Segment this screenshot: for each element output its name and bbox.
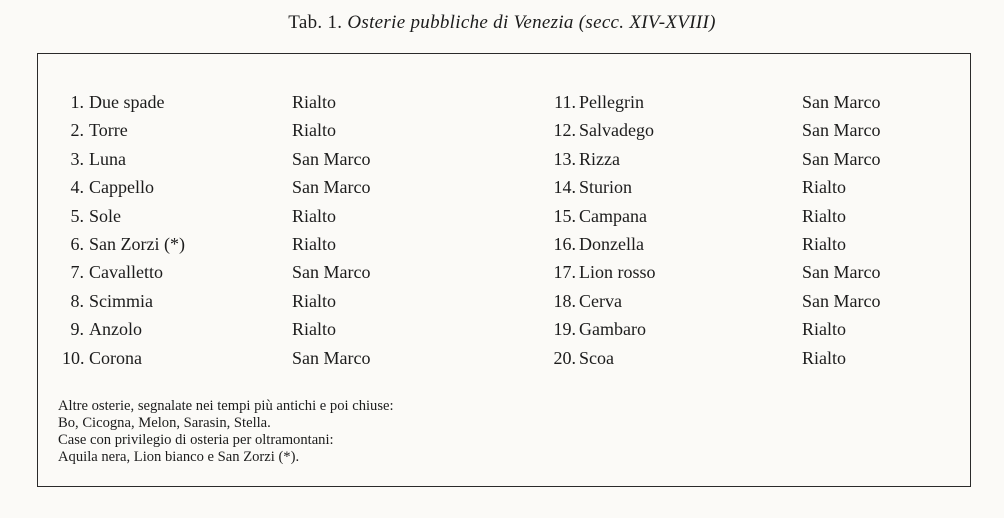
row-number: 2. xyxy=(70,120,84,141)
table-notes xyxy=(58,398,394,466)
note-line: Bo, Cicogna, Melon, Sarasin, Stella. xyxy=(58,415,271,431)
row-number: 14. xyxy=(553,177,576,198)
row-number: 18. xyxy=(553,290,576,311)
osteria-location: Rialto xyxy=(802,233,846,254)
row-number: 11. xyxy=(554,92,576,112)
osteria-name: Campana xyxy=(579,205,647,226)
osteria-location: Rialto xyxy=(802,177,846,198)
row-number: 13. xyxy=(553,148,576,169)
row-number: 1. xyxy=(70,92,84,112)
osteria-name: San Zorzi (*) xyxy=(89,233,185,254)
row-number: 3. xyxy=(70,148,84,169)
osteria-location: San Marco xyxy=(802,290,881,311)
row-number: 15. xyxy=(553,205,576,226)
note-line: Aquila nera, Lion bianco e San Zorzi (*). xyxy=(58,449,300,465)
row-number: 19. xyxy=(553,319,576,340)
osteria-location: Rialto xyxy=(802,319,846,340)
table-caption xyxy=(0,12,1004,34)
osteria-name: Scoa xyxy=(579,347,614,368)
row-number: 12. xyxy=(553,120,576,141)
osteria-location: San Marco xyxy=(802,92,881,112)
osteria-name: Due spade xyxy=(89,92,165,112)
row-number: 8. xyxy=(70,290,84,311)
note-line: Altre osterie, segnalate nei tempi più antichi e poi chiuse: xyxy=(58,398,394,414)
osteria-location: Rialto xyxy=(292,205,336,226)
osteria-name: Gambaro xyxy=(579,319,646,340)
row-number: 9. xyxy=(70,319,84,340)
osteria-name: Sturion xyxy=(579,177,633,198)
osteria-name: Salvadego xyxy=(579,120,654,141)
osteria-location: San Marco xyxy=(292,262,371,283)
osteria-name: Pellegrin xyxy=(579,92,644,112)
osteria-location: San Marco xyxy=(292,148,371,169)
osteria-location: Rialto xyxy=(292,319,336,340)
osteria-location: San Marco xyxy=(802,120,881,141)
osteria-location: Rialto xyxy=(292,233,336,254)
row-number: 17. xyxy=(553,262,576,283)
osteria-location: San Marco xyxy=(802,262,881,283)
osteria-name: Cappello xyxy=(89,177,154,198)
row-number: 4. xyxy=(70,177,84,198)
osteria-name: Luna xyxy=(89,148,126,169)
row-number: 5. xyxy=(70,205,84,226)
osteria-name: Cerva xyxy=(579,290,622,311)
row-number: 7. xyxy=(70,262,84,283)
osteria-name: Donzella xyxy=(579,233,644,254)
osteria-location: Rialto xyxy=(802,347,846,368)
row-number: 20. xyxy=(553,347,576,368)
note-line: Case con privilegio di osteria per oltramontani: xyxy=(58,432,334,448)
row-number: 16. xyxy=(553,233,576,254)
osteria-name: Corona xyxy=(89,347,142,368)
osteria-name: Lion rosso xyxy=(579,262,656,283)
osteria-location: Rialto xyxy=(802,205,846,226)
row-number: 6. xyxy=(70,233,84,254)
osteria-location: San Marco xyxy=(292,347,371,368)
osteria-name: Cavalletto xyxy=(89,262,163,283)
osteria-location: Rialto xyxy=(292,290,336,311)
osteria-name: Anzolo xyxy=(89,319,142,340)
table-title: Osterie pubbliche di Venezia (secc. XIV-XVIII) xyxy=(347,12,716,33)
osteria-name: Rizza xyxy=(579,148,620,169)
osteria-name: Torre xyxy=(89,120,128,141)
osteria-location: Rialto xyxy=(292,92,336,112)
osteria-location: San Marco xyxy=(292,177,371,198)
row-number: 10. xyxy=(62,347,85,368)
osteria-location: Rialto xyxy=(292,120,336,141)
osteria-name: Scimmia xyxy=(89,290,153,311)
table-number: Tab. 1. xyxy=(288,12,343,33)
osteria-location: San Marco xyxy=(802,148,881,169)
osteria-name: Sole xyxy=(89,205,122,226)
